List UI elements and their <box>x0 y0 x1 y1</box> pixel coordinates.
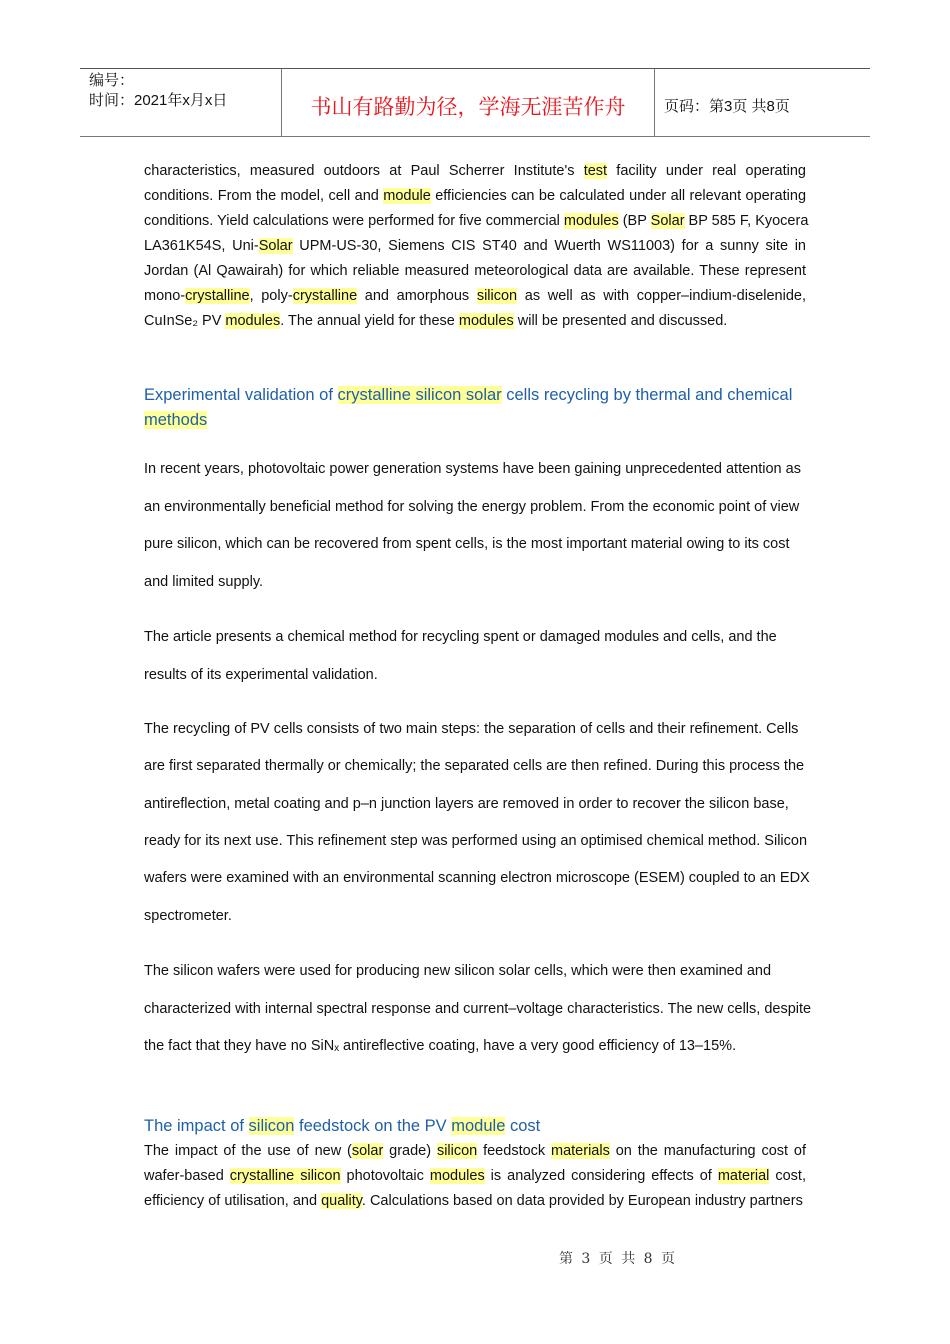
text-run: facility under real operating <box>607 163 806 179</box>
paragraph-line <box>144 1036 806 1056</box>
text-run: ready for its next use. This refinement step was performed using an optimised chemical method. Silicon <box>144 832 808 849</box>
highlighted-keyword: materials <box>551 1143 610 1159</box>
paragraph-line <box>144 868 810 888</box>
page-header-table <box>80 68 870 137</box>
text-run: The impact of the use of new ( <box>144 1143 352 1159</box>
paragraph-line <box>144 211 809 231</box>
text-run: In recent years, photovoltaic power generation systems have been gaining unprecedented attention as <box>144 461 801 477</box>
paragraph-line <box>144 999 812 1019</box>
text-run: , poly- <box>249 288 293 304</box>
text-run: cells recycling by thermal and chemical <box>501 386 793 404</box>
paragraph-line <box>144 794 806 814</box>
section-heading-line <box>144 383 814 408</box>
paragraph-line <box>144 572 806 592</box>
text-run: feedstock <box>477 1143 552 1159</box>
text-run: . The annual yield for these <box>280 313 459 329</box>
paragraph-line <box>144 186 806 206</box>
text-run: spectrometer. <box>144 907 232 924</box>
paragraph-line <box>144 1191 806 1211</box>
highlighted-keyword: test <box>583 163 608 179</box>
highlighted-keyword: silicon <box>476 288 518 304</box>
text-run: conditions. Yield calculations were performed for five commercial <box>144 213 564 229</box>
paragraph-line <box>144 311 806 331</box>
document-number-label: 编号： <box>89 72 135 89</box>
highlighted-keyword: modules <box>563 213 619 229</box>
highlighted-keyword: Solar <box>650 213 685 229</box>
text-run: and limited supply. <box>144 573 264 590</box>
paragraph-line <box>144 961 806 981</box>
highlighted-keyword: modules <box>429 1168 485 1184</box>
highlighted-keyword: crystalline <box>185 288 250 304</box>
text-run: grade) <box>383 1143 437 1159</box>
paragraph-line <box>144 497 806 517</box>
highlighted-keyword: crystalline silicon <box>229 1168 341 1184</box>
page-footer: 第 3 页 共 8 页 <box>558 1251 676 1267</box>
text-run: UPM-US-30, Siemens CIS ST40 and Wuerth WS11003) for a sunny site in <box>292 238 807 254</box>
text-run: results of its experimental validation. <box>144 666 378 683</box>
section-heading-line <box>144 408 814 433</box>
paragraph-line <box>144 665 806 685</box>
header-divider <box>654 69 655 136</box>
paragraph-line <box>144 1141 806 1161</box>
text-run: The recycling of PV cells consists of two main steps: the separation of cells and their refinement. Cells <box>144 721 799 737</box>
paragraph-line <box>144 906 806 926</box>
text-run: characterized with internal spectral response and current–voltage characteristics. The new cells, despite <box>144 1000 812 1017</box>
text-run: the fact that they have no SiNₓ antireflective coating, have a very good efficiency of 13–15%. <box>144 1038 737 1054</box>
highlighted-keyword: methods <box>144 411 208 429</box>
paragraph-line <box>144 1166 806 1186</box>
highlighted-keyword: crystalline <box>292 288 358 304</box>
highlighted-keyword: quality <box>321 1193 362 1209</box>
text-run: pure silicon, which can be recovered from spent cells, is the most important material owing to its cost <box>144 536 790 552</box>
document-time-label: 时间：2021年x月x日 <box>89 92 228 109</box>
text-run: Experimental validation of <box>144 386 338 404</box>
text-run: . Calculations based on data provided by European industry partners <box>361 1193 803 1209</box>
text-run: The silicon wafers were used for producing new silicon solar cells, which were then examined and <box>144 963 772 979</box>
text-run: (BP <box>618 213 651 229</box>
paragraph-line <box>144 459 806 479</box>
paragraph-line <box>144 719 806 739</box>
header-meta <box>89 71 227 111</box>
highlighted-keyword: modules <box>225 313 281 329</box>
highlighted-keyword: Solar <box>258 238 293 254</box>
text-run: LA361K54S, Uni- <box>144 238 259 254</box>
text-run: CuInSe₂ PV <box>144 313 226 329</box>
text-run: photovoltaic <box>340 1168 430 1184</box>
text-run: and amorphous <box>357 288 477 304</box>
text-run: wafer-based <box>144 1168 230 1184</box>
header-page-info: 页码：第3页 共8页 <box>664 98 790 115</box>
text-run: on the manufacturing cost of <box>609 1143 806 1159</box>
text-run: cost, <box>769 1168 806 1184</box>
paragraph-line <box>144 627 806 647</box>
highlighted-keyword: module <box>383 188 431 204</box>
highlighted-keyword: solar <box>351 1143 384 1159</box>
paragraph-line <box>144 756 806 776</box>
text-run: The impact of <box>144 1117 249 1135</box>
paragraph-line <box>144 261 806 281</box>
paragraph-line <box>144 286 806 306</box>
highlighted-keyword: module <box>451 1117 506 1135</box>
text-run: as well as with copper–indium-diselenide, <box>517 288 806 304</box>
text-run: cost <box>505 1117 541 1135</box>
text-run: BP 585 F, Kyocera <box>684 213 809 229</box>
paragraph-line <box>144 534 806 554</box>
highlighted-keyword: material <box>717 1168 770 1184</box>
highlighted-keyword: silicon <box>248 1117 295 1135</box>
highlighted-keyword: crystalline silicon solar <box>337 386 502 404</box>
text-run: will be presented and discussed. <box>513 313 728 329</box>
text-run: are first separated thermally or chemically; the separated cells are then refined. During this process the <box>144 758 805 775</box>
text-run: is analyzed considering effects of <box>484 1168 718 1184</box>
text-run: antireflection, metal coating and p–n junction layers are removed in order to recover the silicon base, <box>144 795 789 812</box>
text-run: characteristics, measured outdoors at Paul Scherrer Institute's <box>144 163 584 179</box>
text-run: Jordan (Al Qawairah) for which reliable measured meteorological data are available. These represent <box>144 263 806 279</box>
text-run: wafers were examined with an environmental scanning electron microscope (ESEM) coupled to an EDX <box>144 870 810 887</box>
text-run: an environmentally beneficial method for solving the energy problem. From the economic point of view <box>144 498 800 515</box>
header-motto: 书山有路勤为径，学海无涯苦作舟 <box>310 95 626 119</box>
text-run: mono- <box>144 288 186 304</box>
text-run: conditions. From the model, cell and <box>144 188 384 204</box>
paragraph-line <box>144 161 806 181</box>
text-run: efficiency of utilisation, and <box>144 1193 322 1209</box>
text-run: efficiencies can be calculated under all relevant operating <box>430 188 807 204</box>
section-heading-line <box>144 1114 814 1139</box>
paragraph-line <box>144 831 806 851</box>
highlighted-keyword: silicon <box>436 1143 478 1159</box>
text-run: feedstock on the PV <box>294 1117 452 1135</box>
highlighted-keyword: modules <box>458 313 514 329</box>
paragraph-line <box>144 236 806 256</box>
text-run: The article presents a chemical method for recycling spent or damaged modules and cells, and the <box>144 629 777 645</box>
